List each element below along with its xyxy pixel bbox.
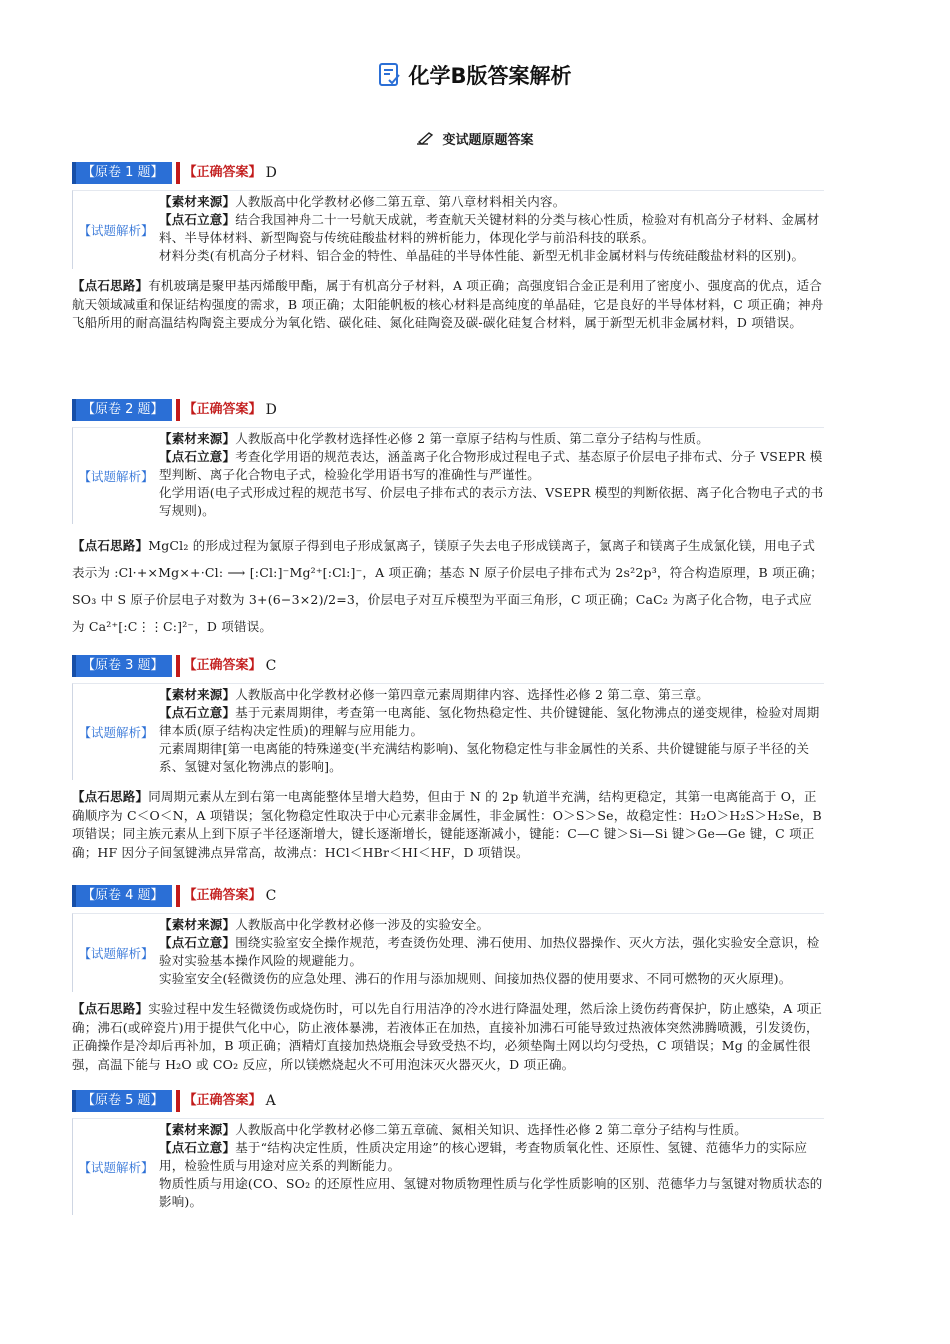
answer-label: 【正确答案】: [176, 162, 262, 184]
section-title-text: 变试题原题答案: [442, 133, 534, 148]
answer-value: A: [265, 1093, 276, 1109]
document-check-icon: [378, 62, 402, 93]
source-text: 人教版高中化学教材必修一涉及的实验安全。: [235, 917, 490, 932]
answer-value: D: [265, 165, 277, 181]
answer-value: D: [265, 402, 277, 418]
question-block-2: [72, 399, 824, 640]
analysis-label: 【试题解析】: [78, 469, 154, 484]
intent-text: 考查化学用语的规范表达，涵盖离子化合物形成过程电子式、基态原子价层电子排布式、分子 VSEPR 模型判断、离子化合物电子式，检验化学用语书写的准确性与严谨性。: [159, 449, 823, 482]
answer-value: C: [265, 888, 277, 904]
thinking-text: MgCl₂ 的形成过程为氯原子得到电子形成氯离子，镁原子失去电子形成镁离子，氯离子和镁离子生成氯化镁，用电子式表示为 :Cl·+×Mg×+·Cl: ⟶ [:Cl:]⁻Mg²⁺[:Cl:]⁻，A 项正确；基态 N 原子价层电子排布式为 2s²2p³，符合构造原理，B 项正确；SO₃ 中 S 原子价层电子对数为 3+(6−3×2)/2=3，价层电子对互斥模型为平面三角形，C 项正确；CaC₂ 为离子化合物，电子式应为 Ca²⁺[:C⋮⋮C:]²⁻，D 项错误。: [72, 538, 823, 634]
page-title-text: 化学B版答案解析: [408, 64, 572, 88]
scope-text: 实验室安全(轻微烫伤的应急处理、沸石的作用与添加规则、间接加热仪器的使用要求、不同可燃物的灭火原理)。: [159, 971, 792, 986]
thinking-text: 实验过程中发生轻微烫伤或烧伤时，可以先自行用洁净的冷水进行降温处理，然后涂上烫伤药膏保护，防止感染，A 项正确；沸石(或碎瓷片)用于提供气化中心，防止液体暴沸，若液体正在加热，直接补加沸石可能导致过热液体突然沸腾喷溅，引发烫伤，正确操作是冷却后再补加，B 项正确；酒精灯直接加热烧瓶会导致受热不均，必须垫陶土网以均匀受热，C 项错误；Mg 的金属性很强，高温下能与 H₂O 或 CO₂ 反应，所以镁燃烧起火不可用泡沫灭火器灭火，D 项正确。: [72, 1001, 823, 1072]
analysis-label: 【试题解析】: [78, 725, 154, 740]
question-number: 【原卷 4 题】: [72, 885, 172, 907]
analysis-label: 【试题解析】: [78, 946, 154, 961]
intent-label: 【点石立意】: [159, 1140, 236, 1155]
intent-label: 【点石立意】: [159, 212, 236, 227]
question-block-4: [72, 885, 824, 1074]
answer-value: C: [265, 658, 277, 674]
analysis-box: [72, 427, 824, 524]
source-label: 【素材来源】: [159, 687, 236, 702]
intent-label: 【点石立意】: [159, 449, 236, 464]
scope-text: 化学用语(电子式形成过程的规范书写、价层电子排布式的表示方法、VSEPR 模型的判断依据、离子化合物电子式的书写规则)。: [159, 485, 824, 518]
answer-label: 【正确答案】: [176, 399, 262, 421]
source-text: 人教版高中化学教材必修二第五章硫、氮相关知识、选择性必修 2 第二章分子结构与性质。: [235, 1122, 748, 1137]
source-label: 【素材来源】: [159, 431, 236, 446]
intent-label: 【点石立意】: [159, 935, 236, 950]
section-title: [0, 129, 950, 150]
pen-paper-icon: [416, 132, 434, 150]
analysis-label: 【试题解析】: [78, 1160, 154, 1175]
page-title: [0, 60, 950, 93]
thinking-label: 【点石思路】: [72, 278, 149, 293]
answer-label: 【正确答案】: [176, 885, 262, 907]
analysis-label: 【试题解析】: [78, 223, 154, 238]
question-block-1: [72, 162, 824, 333]
source-text: 人教版高中化学教材必修一第四章元素周期律内容、选择性必修 2 第二章、第三章。: [235, 687, 709, 702]
intent-text: 基于“结构决定性质，性质决定用途”的核心逻辑，考查物质氧化性、还原性、氢键、范德华力的实际应用，检验性质与用途对应关系的判断能力。: [159, 1140, 808, 1173]
answer-label: 【正确答案】: [176, 655, 262, 677]
question-number: 【原卷 5 题】: [72, 1090, 172, 1112]
scope-text: 材料分类(有机高分子材料、铝合金的特性、单晶硅的半导体性能、新型无机非金属材料与传统硅酸盐材料的区别)。: [159, 248, 805, 263]
answer-label: 【正确答案】: [176, 1090, 262, 1112]
thinking-text: 有机玻璃是聚甲基丙烯酸甲酯，属于有机高分子材料，A 项正确；高强度铝合金正是利用了密度小、强度高的优点，适合航天领域减重和保证结构强度的需求，B 项正确；太阳能帆板的核心材料是高纯度的单晶硅，它是良好的半导体材料，C 项正确；神舟飞船所用的耐高温结构陶瓷主要成分为氧化锆、碳化硅、氮化硅陶瓷及碳-碳化硅复合材料，属于新型无机非金属材料，D 项错误。: [72, 278, 824, 330]
question-block-5: [72, 1090, 824, 1215]
analysis-box: [72, 683, 824, 780]
question-number: 【原卷 1 题】: [72, 162, 172, 184]
scope-text: 元素周期律[第一电离能的特殊递变(半充满结构影响)、氢化物稳定性与非金属性的关系、共价键键能与原子半径的关系、氢键对氢化物沸点的影响]。: [159, 741, 810, 774]
source-text: 人教版高中化学教材必修二第五章、第八章材料相关内容。: [235, 194, 566, 209]
intent-text: 结合我国神舟二十一号航天成就，考查航天关键材料的分类与核心性质，检验对有机高分子材料、金属材料、半导体材料、新型陶瓷与传统硅酸盐材料的辨析能力，体现化学与前沿科技的联系。: [159, 212, 820, 245]
source-label: 【素材来源】: [159, 917, 236, 932]
source-label: 【素材来源】: [159, 194, 236, 209]
question-number: 【原卷 2 题】: [72, 399, 172, 421]
source-label: 【素材来源】: [159, 1122, 236, 1137]
thinking-label: 【点石思路】: [72, 789, 149, 804]
scope-text: 物质性质与用途(CO、SO₂ 的还原性应用、氢键对物质物理性质与化学性质影响的区别、范德华力与氢键对物质状态的影响)。: [159, 1176, 823, 1209]
question-block-3: [72, 655, 824, 862]
intent-label: 【点石立意】: [159, 705, 236, 720]
analysis-box: [72, 190, 824, 269]
thinking-label: 【点石思路】: [72, 1001, 149, 1016]
thinking-label: 【点石思路】: [72, 538, 149, 553]
intent-text: 基于元素周期律，考查第一电离能、氢化物热稳定性、共价键键能、氢化物沸点的递变规律，检验对周期律本质(原子结构决定性质)的理解与应用能力。: [159, 705, 820, 738]
analysis-box: [72, 1118, 824, 1215]
thinking-text: 同周期元素从左到右第一电离能整体呈增大趋势，但由于 N 的 2p 轨道半充满，结构更稳定，其第一电离能高于 O，正确顺序为 C＜O＜N，A 项错误；氢化物稳定性取决于中心元素非金属性，非金属性：O＞S＞Se，故稳定性：H₂O＞H₂S＞H₂Se，B 项错误；同主族元素从上到下原子半径逐渐增大，键长逐渐增长，键能逐渐减小，键能：C—C 键＞Si—Si 键＞Ge—Ge 键，C 项正确；HF 因分子间氢键沸点异常高，故沸点：HCl＜HBr＜HI＜HF，D 项错误。: [72, 789, 822, 860]
question-number: 【原卷 3 题】: [72, 655, 172, 677]
intent-text: 围绕实验室安全操作规范，考查烫伤处理、沸石使用、加热仪器操作、灭火方法，强化实验安全意识，检验对实验基本操作风险的规避能力。: [159, 935, 820, 968]
analysis-box: [72, 913, 824, 992]
source-text: 人教版高中化学教材选择性必修 2 第一章原子结构与性质、第二章分子结构与性质。: [235, 431, 709, 446]
